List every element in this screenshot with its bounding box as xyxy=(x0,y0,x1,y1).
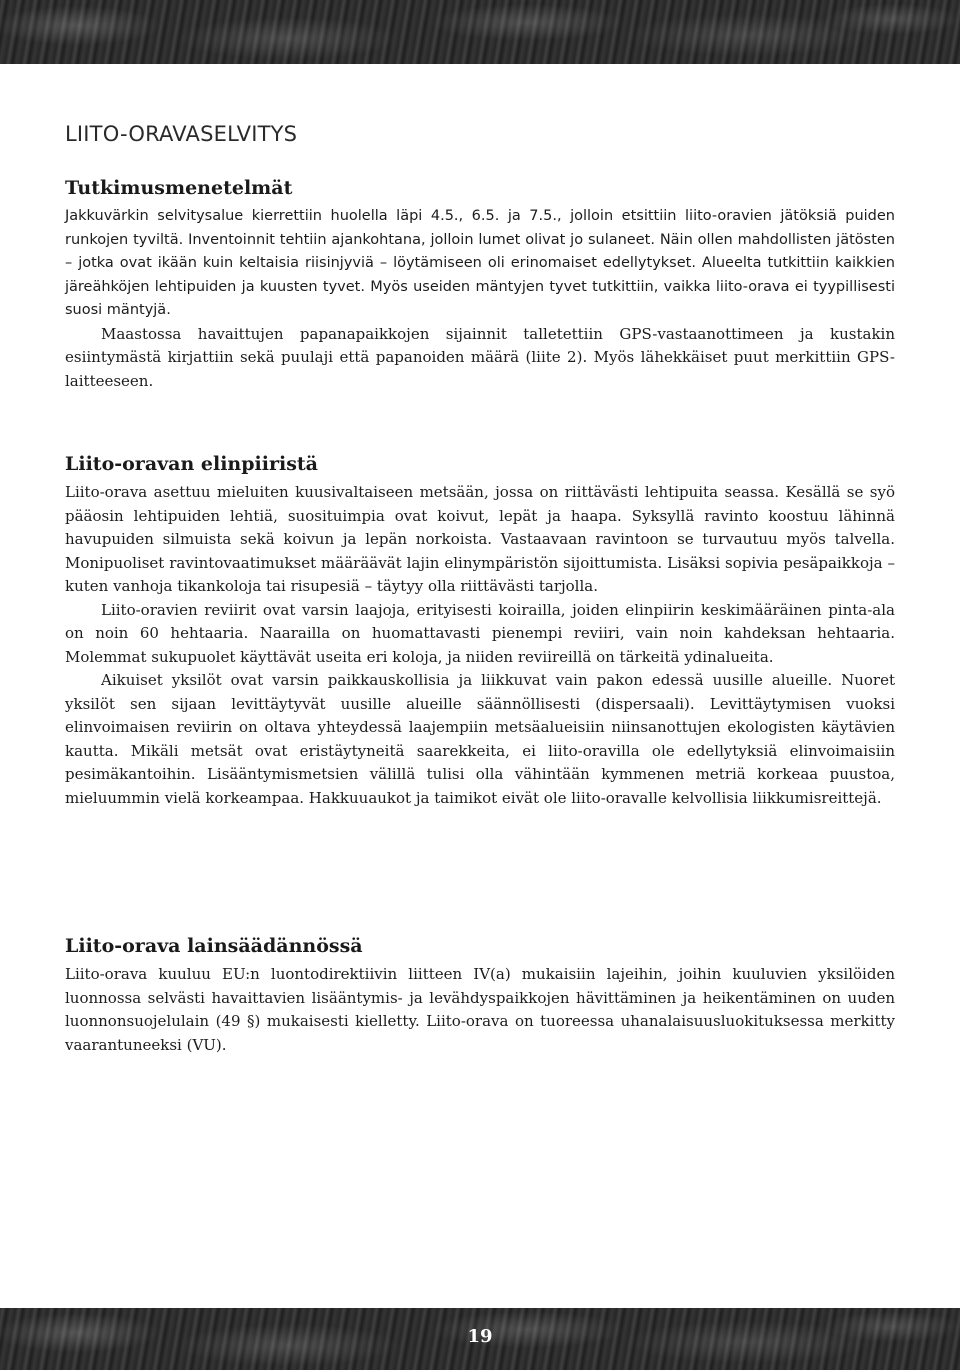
section-heading: Liito-orava lainsäädännössä xyxy=(65,935,363,957)
paragraph: Liito-orava asettuu mieluiten kuusivaltaiseen metsään, jossa on riittävästi lehtipuita seassa. Kesällä se syö pääosin lehtipuiden lehtiä, suosituimpia ovat koivut, lepät ja haapa. Syksyllä ravinto koostuu lähinnä havupuiden silmuista sekä koivun ja lepän norkoista. Vastaavaan ravintoon se turvautuu myös talvella. Monipuoliset ravintovaatimukset määräävät lajin elinympäristön sijoittumista. Lisäksi sopivia pesäpaikkoja – kuten vanhoja tikankoloja tai risupesiä – täytyy olla riittävästi tarjolla. xyxy=(65,483,895,595)
section-heading: Tutkimusmenetelmät xyxy=(65,177,293,199)
section-legislation xyxy=(65,933,895,1057)
paragraph: Liito-oravien reviirit ovat varsin laajoja, erityisesti koirailla, joiden elinpiirin keskimääräinen pinta-ala on noin 60 hehtaaria. Naarailla on huomattavasti pienempi reviiri, vain noin kahdeksan hehtaaria. Molemmat sukupuolet käyttävät useita eri koloja, ja niiden reviireillä on tärkeitä ydinalueita. xyxy=(65,600,895,666)
paragraph: Liito-orava kuuluu EU:n luontodirektiivin liitteen IV(a) mukaisiin lajeihin, joihin kuuluvien yksilöiden luonnossa selvästi havaittavien lisääntymis- ja levähdyspaikkojen hävittäminen ja heikentäminen on uuden luonnonsuojelulain (49 §) mukaisesti kielletty. Liito-orava on tuoreessa uhanalaisuusluokituksessa merkitty vaarantuneeksi (VU). xyxy=(65,965,895,1054)
section-habitat xyxy=(65,451,895,810)
paragraph: Jakkuvärkin selvitysalue kierrettiin huolella läpi 4.5., 6.5. ja 7.5., jolloin etsittiin liito-oravien jätöksiä puiden runkojen tyviltä. Inventoinnit tehtiin ajankohtana, jolloin lumet olivat jo sulaneet. Näin ollen mahdollisten jätösten – jotka ovat ikään kuin keltaisia riisinjyviä – löytämiseen oli erinomaiset edellytykset. Alueelta tutkittiin kaikkien järeähköjen lehtipuiden ja kuusten tyvet. Myös useiden mäntyjen tyvet tutkittiin, vaikka liito-orava ei tyypillisesti suosi mäntyjä. xyxy=(65,208,895,318)
section-heading: Liito-oravan elinpiiristä xyxy=(65,453,318,475)
page-title: LIITO-ORAVASELVITYS xyxy=(65,122,298,146)
page-number: 19 xyxy=(467,1326,493,1347)
section-research-methods xyxy=(65,175,895,393)
paragraph: Aikuiset yksilöt ovat varsin paikkauskollisia ja liikkuvat vain pakon edessä uusille alueille. Nuoret yksilöt sen sijaan levittäytyvät uusille alueille säännöllisesti (dispersaali). Levittäytymisen vuoksi elinvoimaisen reviirin on oltava yhteydessä laajempiin metsäalueisiin niinsanottujen ekologisten käytävien kautta. Mikäli metsät ovat eristäytyneitä saarekkeita, ei liito-oravilla ole edellytyksiä elinvoimaisiin pesimäkantoihin. Lisääntymismetsien välillä tulisi olla vähintään kymmenen metriä korkeaa puustoa, mieluummin vielä korkeampaa. Hakkuuaukot ja taimikot eivät ole liito-oravalle kelvollisia liikkumisreittejä. xyxy=(65,671,895,807)
top-texture-banner xyxy=(0,0,960,64)
paragraph: Maastossa havaittujen papanapaikkojen sijainnit talletettiin GPS-vastaanottimeen ja kustakin esiintymästä kirjattiin sekä puulaji että papanoiden määrä (liite 2). Myös lähekkäiset puut merkittiin GPS-laitteeseen. xyxy=(65,324,895,390)
